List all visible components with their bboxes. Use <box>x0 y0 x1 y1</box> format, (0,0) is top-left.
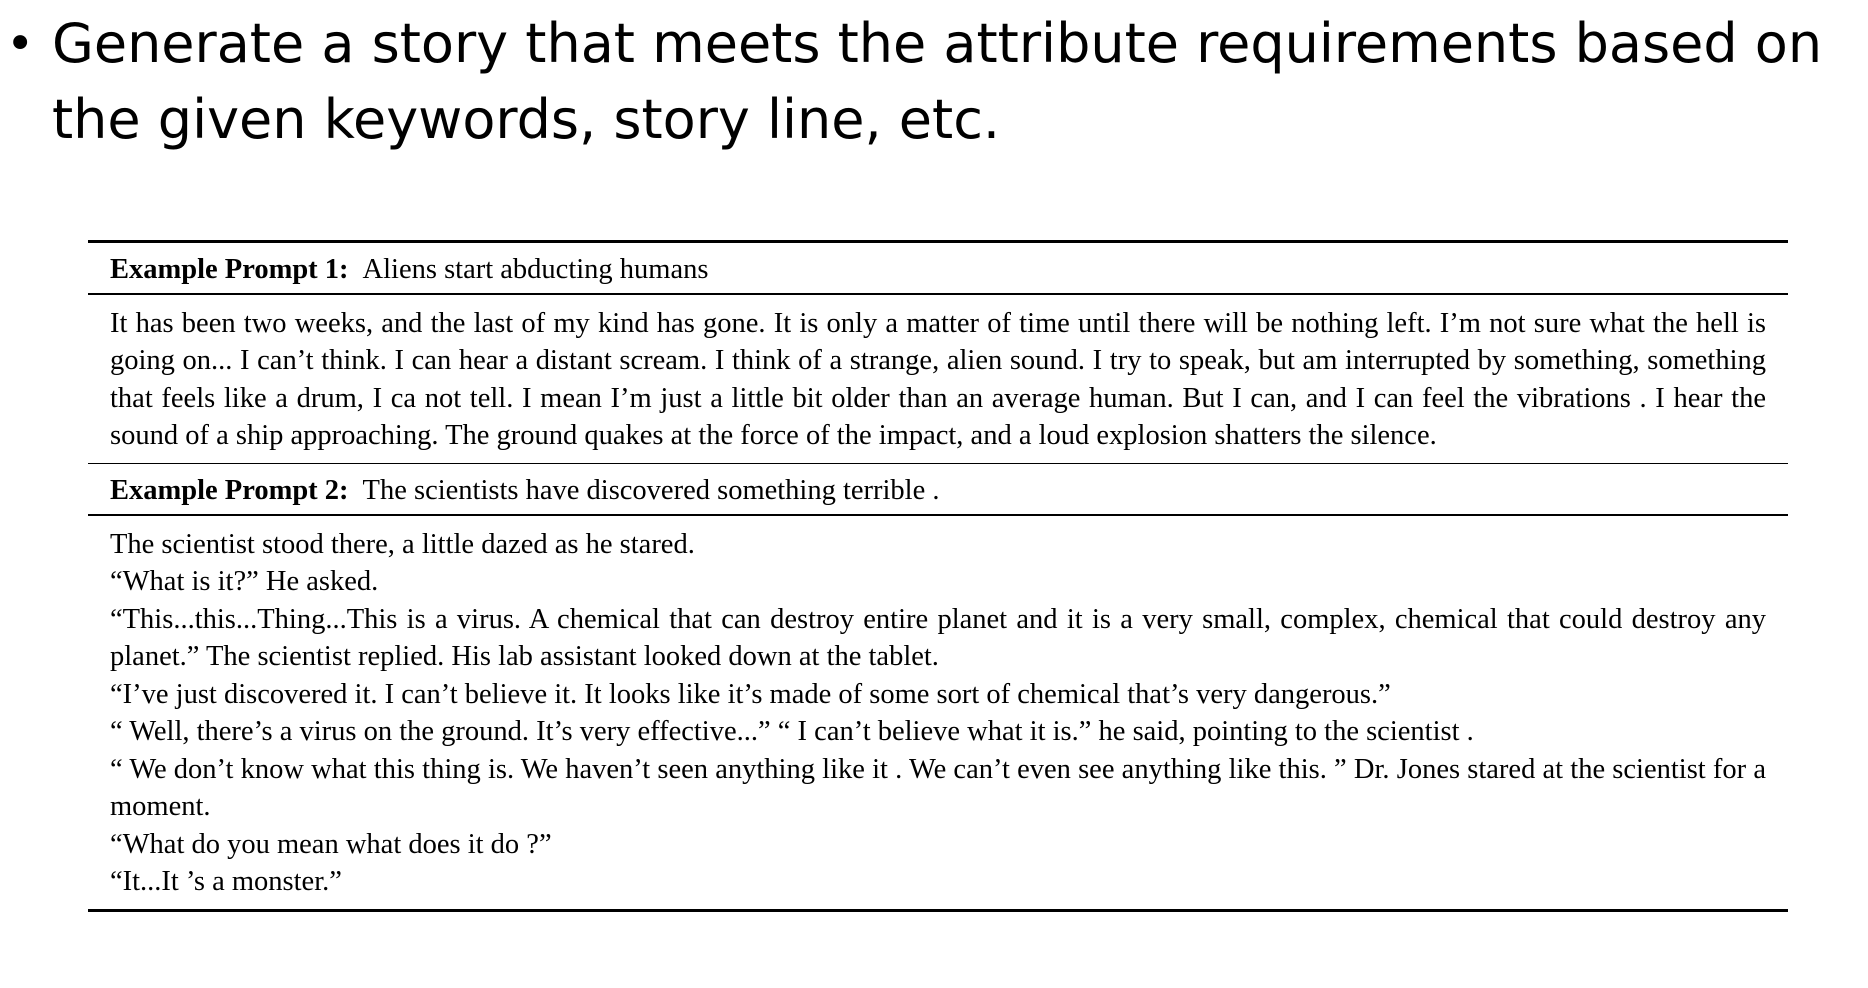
example-1-label: Example Prompt 1: <box>110 254 349 285</box>
story-line: “I’ve just discovered it. I can’t believe it. It looks like it’s made of some sort of chemical that’s very dangerous.” <box>110 678 1391 710</box>
example-2-label: Example Prompt 2: <box>110 475 349 506</box>
bullet-icon: • <box>6 16 35 72</box>
story-line: “It...It ’s a monster.” <box>110 866 342 897</box>
story-line: “ We don’t know what this thing is. We haven’t seen anything like it . We can’t even see anything like this. ” Dr. Jones stared at the scientist for a moment. <box>110 753 1766 822</box>
example-2-story <box>88 516 1788 909</box>
story-line: “What do you mean what does it do ?” <box>110 828 552 860</box>
example-1-story <box>88 295 1788 463</box>
example-2-prompt-row <box>88 464 1788 514</box>
example-1-prompt: Aliens start abducting humans <box>362 254 709 285</box>
story-line: “This...this...Thing...This is a virus. A chemical that can destroy entire planet and it is a very small, complex, chemical that could destroy any planet.” The scientist replied. His lab assistant looked down at the tablet. <box>110 603 1766 672</box>
story-line: “ Well, there’s a virus on the ground. It’s very effective...” “ I can’t believe what it is.” he said, pointing to the scientist . <box>110 716 1474 747</box>
story-line: “What is it?” He asked. <box>110 566 379 597</box>
examples-table <box>88 240 1788 912</box>
story-line: The scientist stood there, a little dazed as he stared. <box>110 528 695 560</box>
example-1-prompt-row <box>88 243 1788 293</box>
story-paragraph: It has been two weeks, and the last of my kind has gone. It is only a matter of time until there will be nothing left. I’m not sure what the hell is going on... I can’t think. I can hear a distant scream. I think of a strange, alien sound. I try to speak, but am interrupted by something, something that feels like a drum, I ca not tell. I mean I’m just a little bit older than an average human. But I can, and I can feel the vibrations . I hear the sound of a ship approaching. The ground quakes at the force of the impact, and a loud explosion shatters the silence. <box>110 307 1766 451</box>
bullet-text: Generate a story that meets the attribute requirements based on the given keywords, story line, etc. <box>52 12 1823 151</box>
table-bottom-rule <box>88 909 1788 912</box>
example-2-prompt: The scientists have discovered something terrible . <box>362 475 940 506</box>
